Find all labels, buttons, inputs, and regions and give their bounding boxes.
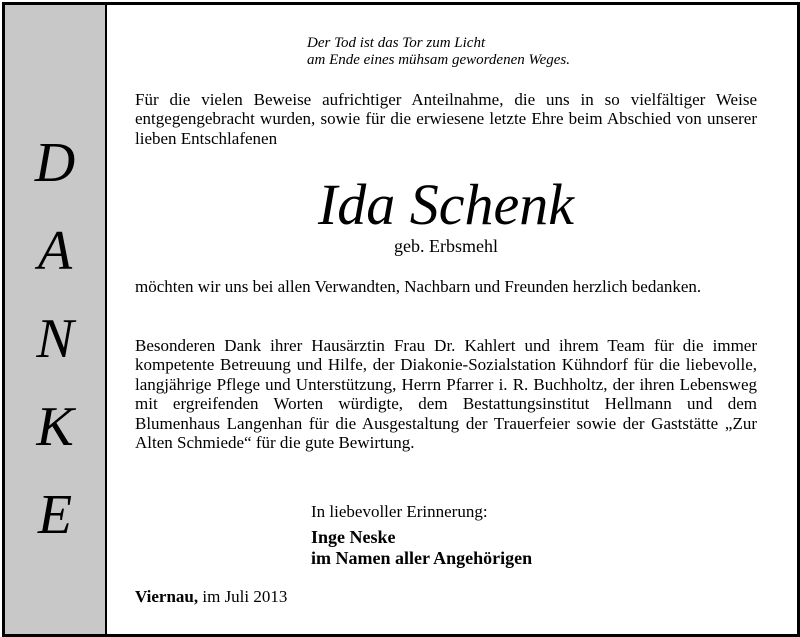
maiden-name: geb. Erbsmehl: [394, 236, 498, 256]
thanks-paragraph: möchten wir uns bei allen Verwandten, Nachbarn und Freunden herzlich bedanken.: [135, 277, 702, 296]
sidebar-letter: E: [37, 484, 73, 546]
signer: [311, 527, 532, 569]
sidebar-letter: N: [36, 308, 74, 370]
sidebar-letter: K: [36, 396, 74, 458]
memory-line: In liebevoller Erinnerung:: [311, 502, 488, 521]
sidebar-letter: A: [37, 220, 73, 282]
place: Viernau,: [135, 587, 199, 606]
quote: [307, 35, 570, 69]
intro-paragraph: Für die vielen Beweise aufrichtiger Anteilnahme, die uns in so vielfältiger Weise entgegengebracht wurden, sowie für die erwiesene letzte Ehre beim Abschied von unserer lieben Entschlafenen: [135, 90, 757, 148]
danke-sidebar: [5, 5, 107, 634]
notice-frame: [2, 2, 800, 637]
special-thanks-paragraph: Besonderen Dank ihrer Hausärztin Frau Dr. Kahlert und ihrem Team für die immer kompetente Betreuung und Hilfe, der Diakonie-Sozialstation Kühndorf für die liebevolle, langjährige Pflege und Unterstützung, Herrn Pfarrer i. R. Buchholtz, der ihren Lebensweg mit ergreifenden Worten würdigte, dem Bestattungsinstitut Hellmann und dem Blumenhaus Langenhan für die Ausgestaltung der Trauerfeier sowie der Gaststätte „Zur Alten Schmiede“ für die gute Bewirtung.: [135, 336, 757, 453]
sidebar-letter: D: [34, 132, 76, 194]
signer-relation: im Namen aller Angehörigen: [311, 548, 533, 568]
signer-name: Inge Neske: [311, 527, 396, 547]
date: im Juli 2013: [198, 587, 288, 606]
quote-line: Der Tod ist das Tor zum Licht: [307, 35, 486, 51]
quote-line: am Ende eines mühsam gewordenen Weges.: [307, 52, 571, 68]
deceased-name: Ida Schenk: [317, 172, 575, 237]
place-date: [135, 587, 287, 607]
